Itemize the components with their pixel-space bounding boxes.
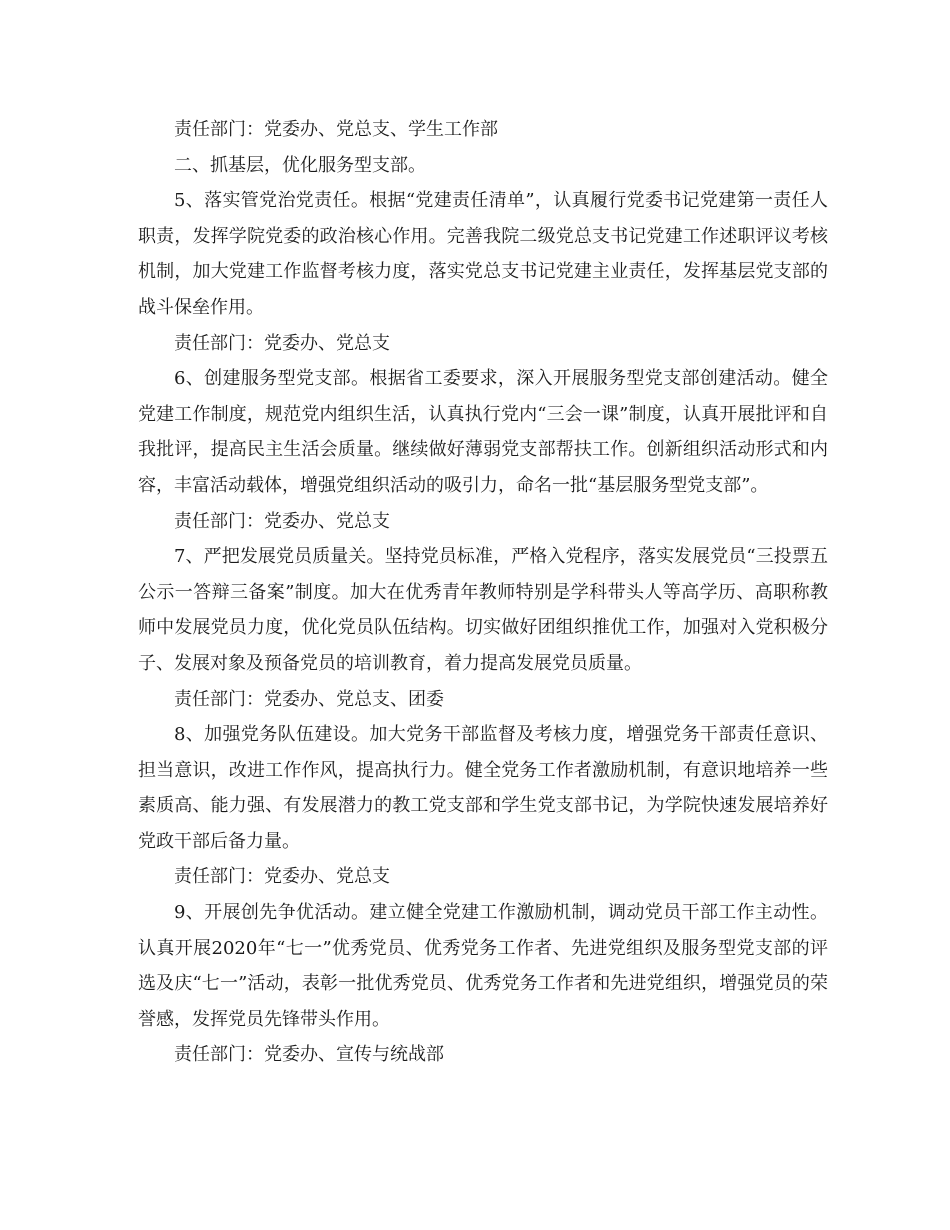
responsibility-line: 责任部门：党委办、党总支 xyxy=(174,866,390,888)
body-paragraph: 5、落实管党治党责任。根据“党建责任清单”，认真履行党委书记党建第一责任人职责，发挥学院党委的政治核心作用。完善我院二级党总支书记党建工作述职评议考核机制，加大党建工作监督考核力度，落实党总支书记党建主业责任，发挥基层党支部的战斗保垒作用。 xyxy=(138,190,828,318)
responsibility-line: 责任部门：党委办、党总支 xyxy=(174,510,390,532)
body-paragraph: 7、严把发展党员质量关。坚持党员标准，严格入党程序，落实发展党员“三投票五公示一答辩三备案”制度。加大在优秀青年教师特别是学科带头人等高学历、高职称教师中发展党员力度，优化党员队伍结构。切实做好团组织推优工作，加强对入党积极分子、发展对象及预备党员的培训教育，着力提高发展党员质量。 xyxy=(138,546,828,674)
responsibility-line: 责任部门：党委办、党总支 xyxy=(174,332,390,354)
body-paragraph: 8、加强党务队伍建设。加大党务干部监督及考核力度，增强党务干部责任意识、担当意识，改进工作作风，提高执行力。健全党务工作者激励机制，有意识地培养一些素质高、能力强、有发展潜力的教工党支部和学生党支部书记，为学院快速发展培养好党政干部后备力量。 xyxy=(138,724,828,852)
document-body xyxy=(138,112,828,1073)
body-paragraph: 9、开展创先争优活动。建立健全党建工作激励机制，调动党员干部工作主动性。认真开展2020年“七一”优秀党员、优秀党务工作者、先进党组织及服务型党支部的评选及庆“七一”活动，表彰一批优秀党员、优秀党务工作者和先进党组织，增强党员的荣誉感，发挥党员先锋带头作用。 xyxy=(138,902,828,1030)
responsibility-line: 责任部门：党委办、党总支、学生工作部 xyxy=(174,119,498,140)
body-paragraph: 6、创建服务型党支部。根据省工委要求，深入开展服务型党支部创建活动。健全党建工作制度，规范党内组织生活，认真执行党内“三会一课”制度，认真开展批评和自我批评，提高民主生活会质量。继续做好薄弱党支部帮扶工作。创新组织活动形式和内容，丰富活动载体，增强党组织活动的吸引力，命名一批“基层服务型党支部”。 xyxy=(138,368,828,496)
responsibility-line: 责任部门：党委办、宣传与统战部 xyxy=(174,1044,444,1066)
section-heading: 二、抓基层，优化服务型支部。 xyxy=(174,154,426,176)
responsibility-line: 责任部门：党委办、党总支、团委 xyxy=(174,688,444,710)
